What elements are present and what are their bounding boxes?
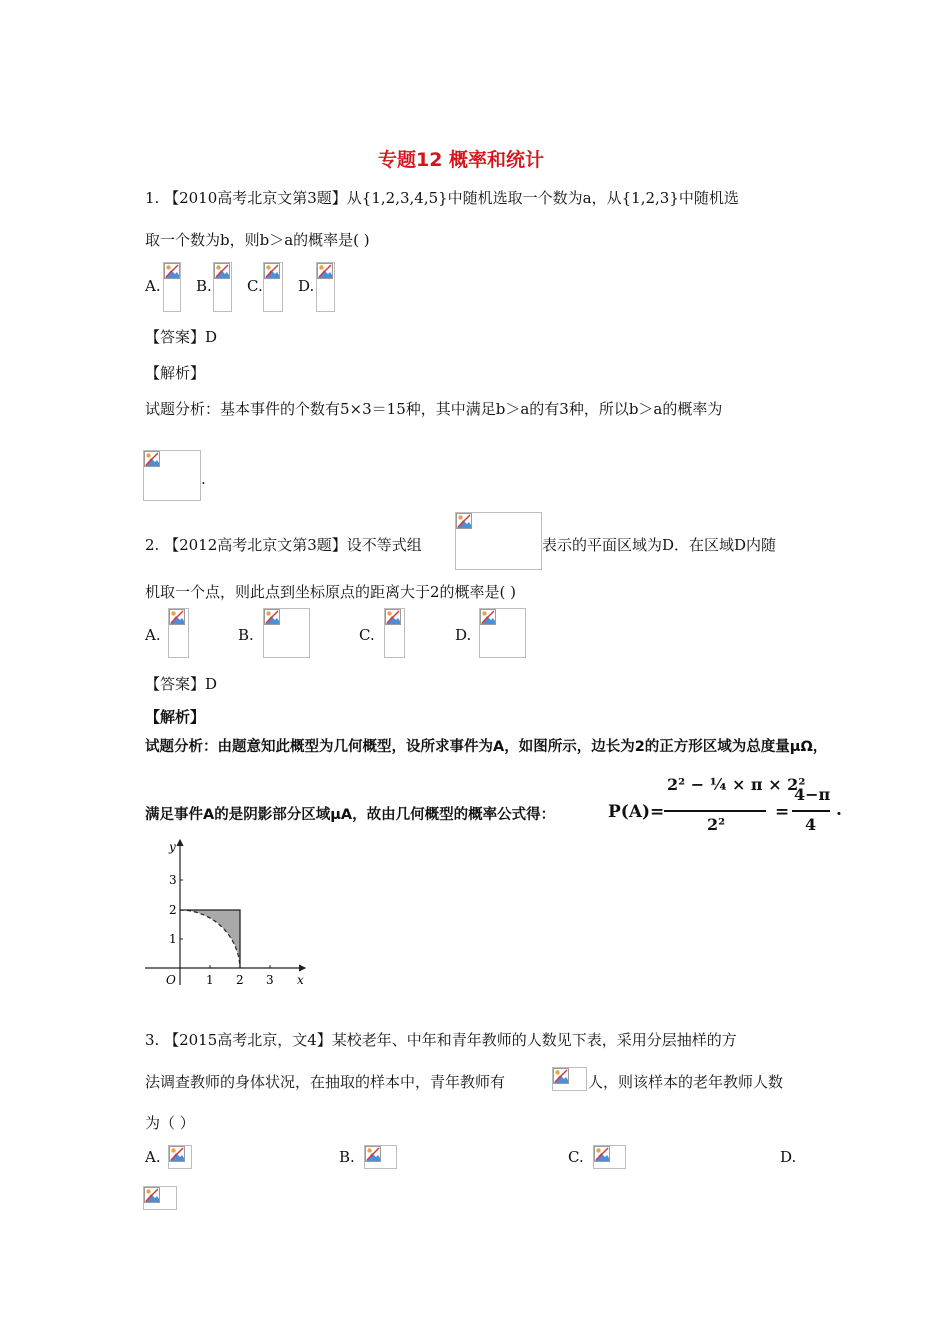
q3-option-d-image — [143, 1186, 177, 1210]
q2-analysis-line2: 满足事件A的是阴影部分区域μA，故由几何概型的概率公式得： — [145, 807, 556, 823]
q3-option-c-label: C. — [568, 1148, 584, 1166]
broken-image-icon — [144, 1187, 160, 1203]
q3-line1: 3. 【2015高考北京，文4】某校老年、中年和青年教师的人数见下表，采用分层抽样的方 — [145, 1031, 737, 1049]
q3-option-b-label: B. — [339, 1148, 355, 1166]
q2-option-c-label: C. — [359, 626, 375, 644]
broken-image-icon — [214, 263, 230, 279]
broken-image-icon — [365, 1146, 381, 1162]
q1-analysis: 试题分析：基本事件的个数有5×3＝15种，其中满足b＞a的有3种，所以b＞a的概率为 — [145, 400, 723, 418]
q1-option-c-image — [263, 262, 283, 312]
formula-equals: = — [775, 802, 790, 822]
q2-option-b-label: B. — [238, 626, 254, 644]
q1-probability-image — [143, 450, 201, 501]
q2-option-a-label: A. — [145, 626, 161, 644]
q3-option-a-label: A. — [145, 1148, 161, 1166]
q1-option-b-label: B. — [196, 277, 212, 295]
q3-option-d-label: D. — [780, 1148, 797, 1166]
formula-fraction-bar — [664, 810, 766, 812]
formula-lhs: P(A)= — [608, 802, 665, 822]
q1-option-a-image — [163, 262, 181, 312]
broken-image-icon — [169, 1146, 185, 1162]
broken-image-icon — [264, 263, 280, 279]
x-tick-2: 2 — [236, 973, 244, 987]
broken-image-icon — [164, 263, 180, 279]
q2-line2: 机取一个点，则此点到坐标原点的距离大于2的概率是( ) — [145, 583, 517, 601]
q2-answer: 【答案】D — [145, 675, 218, 693]
q2-line1-start: 2. 【2012高考北京文第3题】设不等式组 — [145, 536, 422, 554]
q1-answer: 【答案】D — [145, 328, 218, 346]
broken-image-icon — [456, 513, 472, 529]
probability-region-graph — [140, 835, 315, 990]
q3-option-b-image — [364, 1145, 397, 1169]
q2-analysis-line1: 试题分析：由题意知此概型为几何概型，设所求事件为A，如图所示，边长为2的正方形区域为总度量μΩ， — [145, 739, 828, 755]
q1-option-d-image — [316, 262, 335, 312]
q2-option-a-image — [168, 608, 189, 658]
broken-image-icon — [264, 609, 280, 625]
x-axis-label: x — [297, 973, 304, 987]
x-tick-3: 3 — [266, 973, 274, 987]
q3-option-c-image — [593, 1145, 626, 1169]
q1-option-c-label: C. — [247, 277, 263, 295]
broken-image-icon — [144, 451, 160, 467]
q1-line1: 1. 【2010高考北京文第3题】从{1,2,3,4,5}中随机选取一个数为a，从{1,2,3}中随机选 — [145, 189, 739, 207]
y-axis-label: y — [169, 840, 176, 854]
q1-option-b-image — [213, 262, 232, 312]
q3-count-image — [552, 1067, 587, 1091]
q2-option-d-image — [479, 608, 526, 658]
formula-numerator: 2² − ¼ × π × 2² — [667, 775, 806, 794]
formula-result-denominator: 4 — [805, 815, 817, 834]
q1-line2: 取一个数为b，则b＞a的概率是( ) — [145, 231, 370, 249]
x-tick-1: 1 — [206, 973, 214, 987]
q3-line2-end: 人，则该样本的老年教师人数 — [588, 1073, 784, 1091]
q1-option-a-label: A. — [145, 277, 161, 295]
q3-line2-start: 法调查教师的身体状况，在抽取的样本中，青年教师有 — [145, 1073, 506, 1091]
broken-image-icon — [169, 609, 185, 625]
q1-option-d-label: D. — [298, 277, 315, 295]
page-title: 专题12 概率和统计 — [378, 149, 545, 171]
broken-image-icon — [594, 1146, 610, 1162]
formula-denominator: 2² — [707, 815, 726, 834]
formula-end: . — [836, 800, 842, 820]
formula-result-bar — [792, 810, 830, 812]
origin-label: O — [166, 973, 176, 987]
q1-analysis-label: 【解析】 — [145, 364, 206, 382]
broken-image-icon — [553, 1068, 569, 1084]
y-tick-3: 3 — [169, 873, 177, 887]
q2-option-b-image — [263, 608, 310, 658]
y-tick-2: 2 — [169, 903, 177, 917]
broken-image-icon — [317, 263, 333, 279]
broken-image-icon — [480, 609, 496, 625]
q2-option-d-label: D. — [455, 626, 472, 644]
y-tick-1: 1 — [169, 932, 177, 946]
q2-inequality-image — [455, 512, 542, 570]
q2-option-c-image — [384, 608, 405, 658]
q1-period: . — [201, 470, 206, 488]
q3-line3: 为（ ） — [145, 1114, 195, 1132]
q2-analysis-label: 【解析】 — [145, 708, 206, 726]
broken-image-icon — [385, 609, 401, 625]
q3-option-a-image — [168, 1145, 192, 1169]
q2-line1-end: 表示的平面区域为D．在区域D内随 — [542, 536, 777, 554]
formula-result-numerator: 4−π — [794, 785, 831, 804]
